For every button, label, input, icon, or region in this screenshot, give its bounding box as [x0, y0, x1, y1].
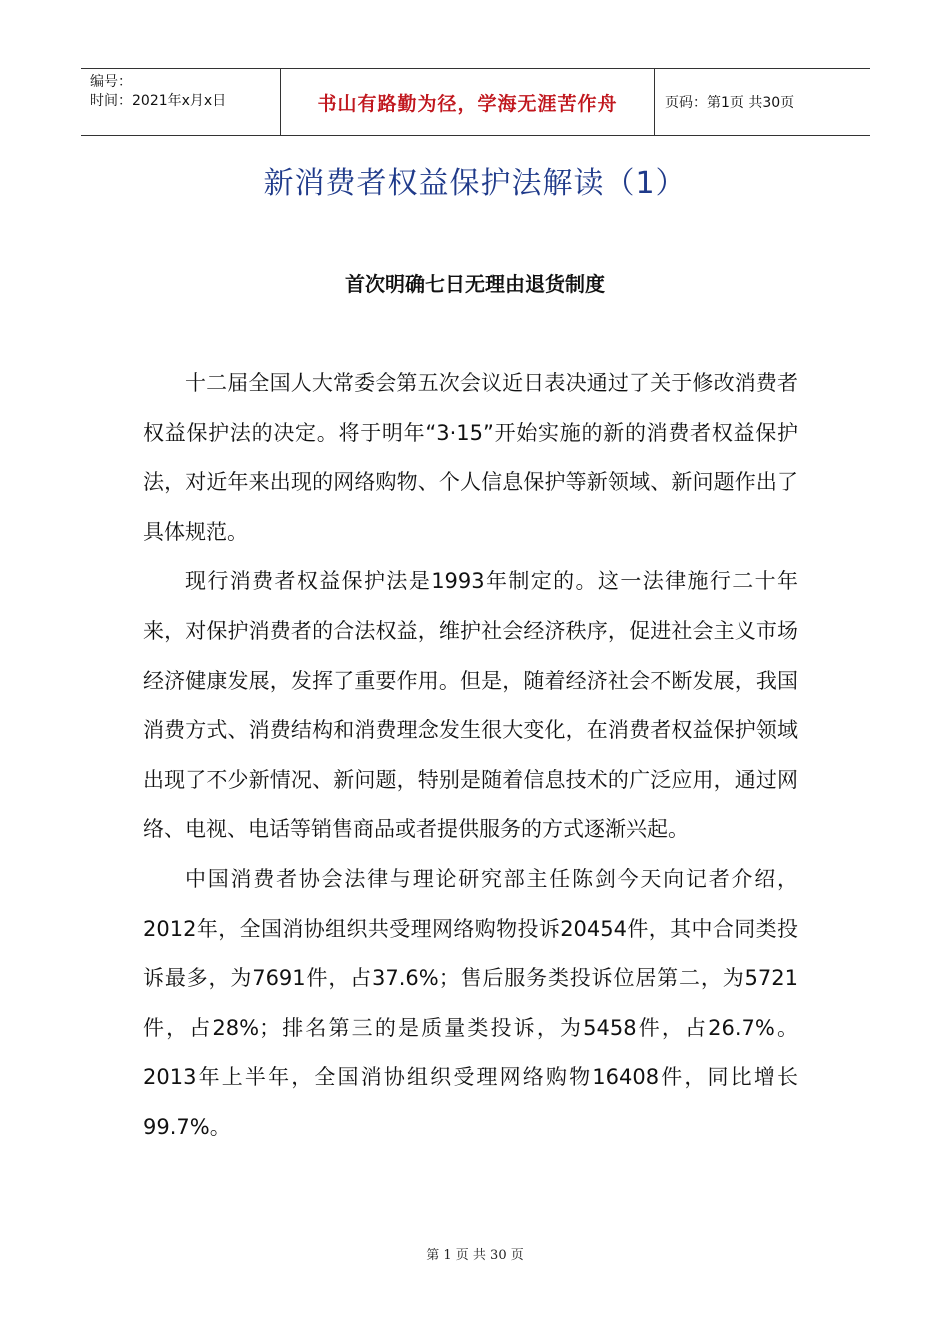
- document-title: 新消费者权益保护法解读（1）: [263, 166, 687, 201]
- paragraph: 中国消费者协会法律与理论研究部主任陈剑今天向记者介绍，2012年，全国消协组织共受理网络购物投诉20454件，其中合同类投诉最多，为7691件，占37.6%；售后服务类投诉位居第二，为5721件，占28%；排名第三的是质量类投诉，为5458件，占26.7%。2013年上半年，全国消协组织受理网络购物16408件，同比增长99.7%。: [143, 866, 798, 1139]
- header-motto: 书山有路勤为径，学海无涯苦作舟: [281, 69, 655, 135]
- header-page-code: 页码：第1页 共30页: [665, 95, 795, 111]
- header-meta-cell: [81, 69, 281, 135]
- document-subtitle: 首次明确七日无理由退货制度: [345, 272, 605, 296]
- document-header: [81, 68, 870, 136]
- paragraph: 现行消费者权益保护法是1993年制定的。这一法律施行二十年来，对保护消费者的合法权益，维护社会经济秩序，促进社会主义市场经济健康发展，发挥了重要作用。但是，随着经济社会不断发展，我国消费方式、消费结构和消费理念发生很大变化，在消费者权益保护领域出现了不少新情况、新问题，特别是随着信息技术的广泛应用，通过网络、电视、电话等销售商品或者提供服务的方式逐渐兴起。: [143, 569, 798, 842]
- paragraph: 十二届全国人大常委会第五次会议近日表决通过了关于修改消费者权益保护法的决定。将于明年“3·15”开始实施的新的消费者权益保护法，对近年来出现的网络购物、个人信息保护等新领域、新问题作出了具体规范。: [143, 371, 798, 544]
- page-footer: 第 1 页 共 30 页: [426, 1248, 524, 1263]
- document-body: [143, 359, 798, 1153]
- number-label: 编号：: [90, 74, 132, 90]
- time-label: 时间：2021年x月x日: [90, 93, 227, 109]
